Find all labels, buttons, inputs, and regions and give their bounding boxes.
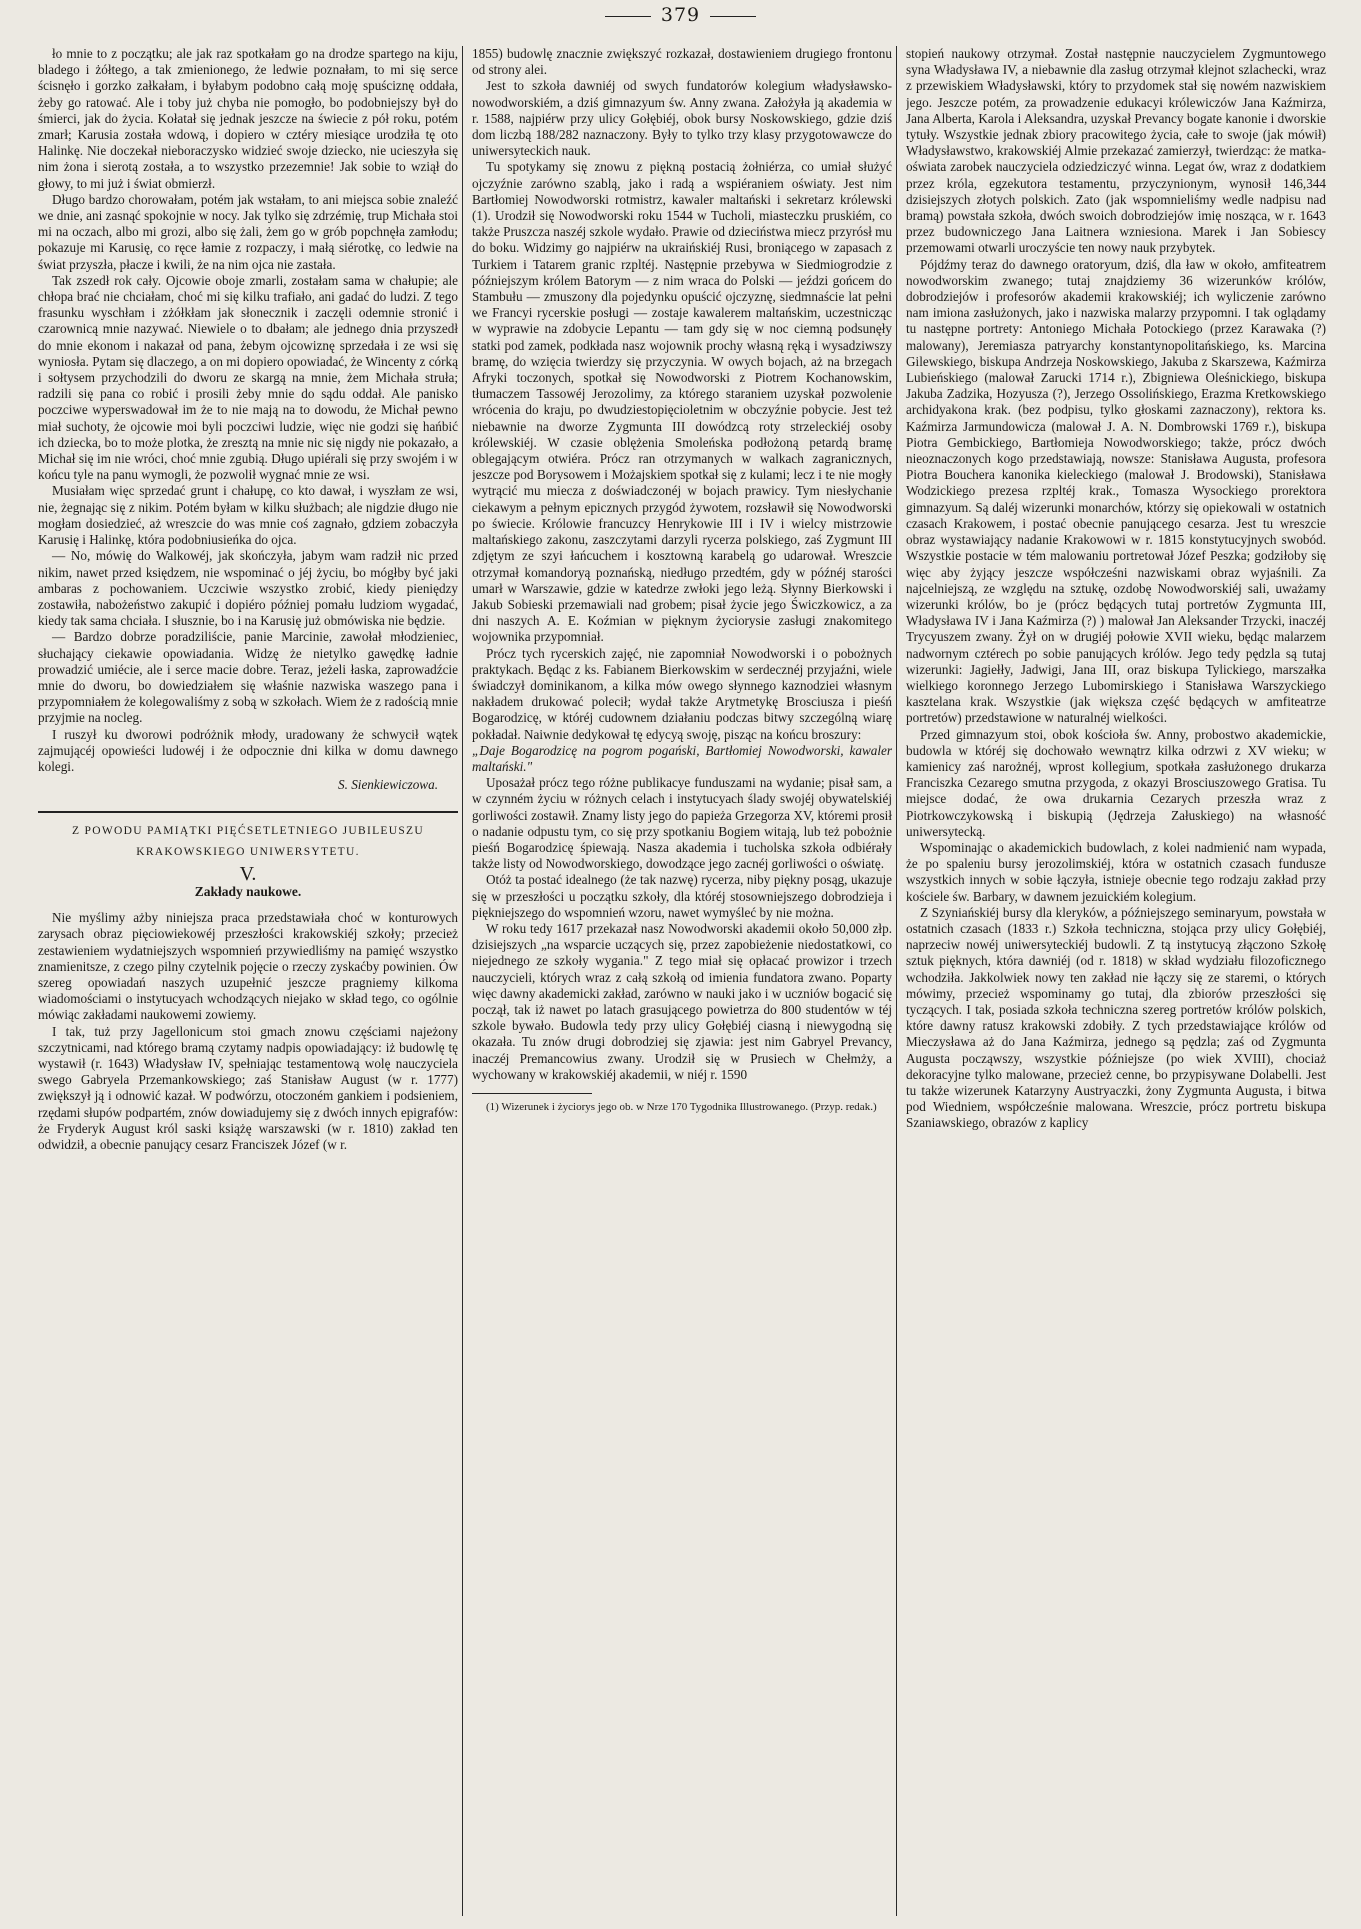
dedication-quote: „Daje Bogarodzicę na pogrom pogański, Bartłomiej Nowodworski, kawaler maltański.": [472, 742, 892, 774]
page-number: 379: [660, 4, 701, 26]
article-paragraph: Przed gimnazyum stoi, obok kościoła św. Anny, probostwo akademickie, budowla w któréj się dochowało wewnątrz kilka odrzwi z XV wieku; w kamienicy zaś narożnéj, wprost kollegium, spotkała zasłużonego drukarza Franciszka Cezarego smutna przygoda, z okazyi Brosciuszowego Gratisa. Tu miejsce dodać, że owa drukarnia Cezarych przeszła wraz z Piotrkowczykowską i biskupią (Jędrzeja Załuskiego) na własność uniwersytecką.: [906, 726, 1326, 839]
story-paragraph: Tak zszedł rok cały. Ojcowie oboje zmarli, zostałam sama w chałupie; ale chłopa brać nie chciałam, choć mi się kilku trafiało, ani gadać do ludzi. Z tego frasunku wyschłam i zżółkłam jak słonecznik i zaczęli odemnie stronić i czarownicą mnie nazywać. Niewiele o to dbałam; ale jednego dnia przyszedł do mnie ekonom i nakazał od pana, żebym ojcowiznę sprzedała i ze wsi się wyniosła. Pytam się dlaczego, a on mi dopiero opowiadać, że Wincenty z córką i sołtysem przychodzili do dworu ze skargą na mnie, żem Michała struła; radzili się pana co robić i prosili żeby mnie do sądu oddał. Ale panisko poczciwe wyperswadował im że to nie mają na to dowodu, że Michał pewno miał suchoty, że ojcowie moi byli poczciwi ludzie, więc nie godzi się hańbić ich dziecka, bo to może plotka, że zresztą na mnie nic się nigdy nie pokazało, a Michał się im nie wróci, choć mnie zgubią. Długo upiérali się przy swojém i w końcu tyle na panu wymogli, że pozwolił wygnać mnie ze wsi.: [38, 272, 458, 483]
column-3: [906, 46, 1326, 1914]
story-paragraph: Musiałam więc sprzedać grunt i chałupę, co kto dawał, i wyszłam ze wsi, nie, żegnając się z nikim. Potém byłam w kilku służbach; ale nigdzie długo nie mogłam dosiedzieć, aż wreszcie do was mnie coś zagnało, gdziem zobaczyła Karusię i Halinkę, która podobniusieńka do ojca.: [38, 483, 458, 548]
article-paragraph: W roku tedy 1617 przekazał nasz Nowodworski akademii około 50,000 złp. dzisiejszych „na wsparcie uczących się, przez zapobieżenie niedostatkowi, co niejednego ze szkoły wygania." Z tego miał się opłacać prowizor i trzech nauczycieli, których wraz z całą szkołą od imienia fundatora zwano. Poparty więc dawny akademicki zakład, zarówno w nauki jako i w uczniów bogacić się począł, tak iż nawet po latach grasującego powietrza do 800 studentów w téj szkole bywało. Budowla tedy przy ulicy Gołębiéj ciasną i niewygodną się okazała. Tu znów drugi dobrodziej się zjawia: jest nim Gabryel Prevancy, inaczéj Premancowius zwany. Urodził się w Prusiech w Chełmży, a wychowany w krakowskiéj akademii, w niéj r. 1590: [472, 920, 892, 1082]
article-separator: [38, 811, 458, 813]
folio-rule-left: [605, 16, 651, 17]
column-2: [472, 46, 892, 1914]
story-signature: S. Sienkiewiczowa.: [338, 777, 438, 793]
article-paragraph: Nie myślimy ażby niniejsza praca przedstawiała choć w konturowych zarysach obraz pięciowiekowéj przeszłości krakowskiéj szkoły; przecież zestawieniem wydatniejszych wspomnień przywiedliśmy na pamięć wszystko znamienitsze, z czego pilny czytelnik pojęcie o rzeczy zyskaćby powinien. Ów szereg opowiadań naszych uzupełnić jeszcze pragniemy kilkoma wiadomościami o instytucyach wchodzących niejako w skład tego, co ogólnie mówiąc zakładami naukowemi zowiemy.: [38, 910, 458, 1023]
footnote: (1) Wizerunek i życiorys jego ob. w Nrze 170 Tygodnika Illustrowanego. (Przyp. redak.): [486, 1101, 877, 1113]
article-paragraph: Tu spotykamy się znowu z piękną postacią żołniérza, co umiał służyć ojczyźnie zarówno szablą, jako i radą a wspiéraniem oświaty. Jest nim Bartłomiej Nowodworski rotmistrz, kawaler maltański i sekretarz królewski (1). Urodził się Nowodworski roku 1544 w Tucholi, miasteczku pruskiém, co także Pruszcza naszéj szkole wydało. Prawie od dzieciństwa miecz przyrósł mu do boku. Widzimy go najpiérw na ukraińskiéj Rusi, broniącego w zapasach z Turkiem i Tatarem granic rzpltéj. Następnie przebywa w Siedmiogrodzie z późniejszym królem Batorym — z nim wraca do Polski — jeździ gońcem do Stambułu — zmuszony dla pojedynku opuścić ojczyznę, siedmnaście lat pełni we Francyi rycerskie posługi — zostaje kawalerem maltańskim, uczestnicząc w wyprawie na zdobycie Lepantu — tam gdy się w noc ciemną podsunęły statki pod zamek, podkłada nasz wojownik prochy własną ręką i wysadziwszy bramę, do wzięcia twierdzy się przyczynia. W owych bojach, aż na brzegach Afryki toczonych, spotkał się Nowodworski z Piotrem Kochanowskim, tłumaczem Tassowéj Jerozolimy, za którego staraniem uzyskał pozwolenie wrócenia do kraju, po dwudziestopięcioletnim w obczyźnie pobycie. Jest też niebawnie na dworze Zygmunta III dowódzcą roty strzeleckiéj osoby królewskiéj. W czasie oblężenia Smoleńska podłożoną petardą bramę oblegającym otwiéra. Prócz ran otrzymanych w walkach zagranicznych, jeszcze pod Borysowem i Możajskiem spotkał się z kulami; lecz i te nie mogły wytrącić mu miecza z doświadczonéj w bojach prawicy. Tym niesłychanie ciekawym a pełnym epicznych przygód żywotem, rozsławił się Nowodworski po świecie. Królowie francuzcy Henrykowie III i IV i wielcy mistrzowie maltańskiego zakonu, zaszczytami darzyli rycerza polskiego, zaś Zygmunt III zdjętym ze szyi łańcuchem i kosztowną karabelą go udarował. Wreszcie otrzymał komandoryą poznańską, niedługo przedtém, gdy w późnéj starości umarł w Warszawie, gdzie w katedrze zwłoki jego leżą. Słynny Bierkowski i Jakub Sobieski przemawiali nad grobem; pisał życie jego Świczkowicz, a za dni naszych A. E. Koźmian w pięknym życiorysie zasługi znakomitego wojownika przypomniał.: [472, 159, 892, 645]
article-paragraph: Prócz tych rycerskich zajęć, nie zapomniał Nowodworski i o pobożnych praktykach. Będąc z ks. Fabianem Bierkowskim w serdecznéj przyjaźni, wiele świadczył dominikanom, a kilka mów owego słynnego kaznodziei własnym nakładem drukować polecił; wydał także Arytmetykę Brosciusza i pieśń Bogarodzicę, w któréj cudownem działaniu podczas bitwy szczególną wiarę pokładał. Naiwnie dedykował tę edycyą swoję, pisząc na końcu broszury:: [472, 645, 892, 742]
story-paragraph: ło mnie to z początku; ale jak raz spotkałam go na drodze spartego na kiju, bladego i żółtego, a tak zmienionego, że ledwie poznałam, to mi się serce ścisnęło i gorzko załkałam, i byłabym podobno całą moję spuściznę oddała, żeby go ratować. Ale i toby już chyba nie pomogło, bo podobniejszy był do śmierci, jak do życia. Kołatał się jednak jeszcze na świecie z pół roku, potém zmarł; Karusia została wdową, i dopiero w cztéry miesiące urodziła tę oto Halinkę. Nie doczekał nieboraczysko widzieć swoje dziecko, nie ucieszyła się nim żona i sierotą została, a to wszystko przezemnie! Jak sobie to wziął do głowy, to mi już i świat obmierzł.: [38, 46, 458, 191]
article-heading-line-1: Z POWODU PAMIĄTKI PIĘĆSETLETNIEGO JUBILEUSZU: [72, 825, 424, 838]
article-paragraph: Pójdźmy teraz do dawnego oratoryum, dziś, dla ław w około, amfiteatrem nowodworskim zwanego; tutaj znajdziemy 36 wizerunków królów, dobrodziejów i profesorów akademii krakowskiéj; ich wyliczenie zarówno nam imiona zasłużonych, jako i nazwiska malarzy przypomni. I tak oglądamy tu następne portrety: Antoniego Michała Potockiego (przez Karawaka (?) malowany), Jeremiasza patryarchy konstantynopolitańskiego, ks. Marcina Gilewskiego, biskupa Andrzeja Noskowskiego, Jakuba z Skarszewa, Kaźmirza Lubieńskiego (malował Zarucki 1714 r.), Zbigniewa Oleśnickiego, biskupa Jakuba Zadzika, Hozyusza (?), Jerzego Ossolińskiego, Erazma Kretkowskiego archidyakona krak. (bez podpisu, tylko głoskami zaznaczony), rektora ks. Kaźmirza Jarmundowicza (malował J. A. N. Dombrowski 1769 r.), biskupa Piotra Gembickiego, Bartłomieja Nowodworskiego; także, prócz dwóch nieoznaczonych kogo przedstawiają, nowsze: Stanisława Augusta, profesora Piotra Bouchera kanonika kieleckiego (malował J. Brodowski), Stanisława Wodzickiego prezesa rzpltéj krak., Tomasza Wysockiego prorektora gimnazyum. Są daléj wizerunki monarchów, którzy się opiekowali w ostatnich czasach Krakowem, i postać obecnie panującego cesarza. Jest tu wreszcie obraz wystawiający nadanie Krakowowi w r. 1815 konstytucyjnych swobód. Wszystkie postacie w tém malowaniu portretował Józef Peszka; godziłoby się więc aby żyjący jeszcze współcześni nazwiskami obraz wyjaśnili. Za najcelniejszą, ze względu na sztukę, ozdobę Nowodworskiéj sali, uważamy wizerunki królów, bo je (prócz będących tutaj portretów Zygmunta III, Władysława IV i Jana Kaźmirza (?) ) malował Jan Aleksander Trzycki, inaczéj Trycyuszem zwany. Żył on w drugiéj połowie XVII wieku, będąc malarzem nadwornym cztérech po sobie panujących królów. Jego tedy pędzla są tutaj wizerunki: Jagiełły, Jadwigi, Jana III, oraz biskupa Tylickiego, marszałka wielkiego koronnego Jerzego Lubomirskiego i Stanisława Warszyckiego kasztelana krak. Wszystkie (jak większa część będących w amfiteatrze portretów) przedstawione w naturalnéj wielkości.: [906, 256, 1326, 726]
story-paragraph: — No, mówię do Walkowéj, jak skończyła, jabym wam radził nic przed nikim, nawet przed księdzem, nie wspominać o jéj życiu, bo mógłby być jaki ambaras z pochowaniem. Uczciwie wszystko zrobić, kiedy pieniędzy zostawiła, nabożeństwo zakupić i dopiéro później pomału ludziom wygadać, kiedy tak sama chciała. I słusznie, bo i na Karusię już obmówiska nie będzie.: [38, 548, 458, 629]
article-paragraph: Otóż ta postać idealnego (że tak nazwę) rycerza, niby piękny posąg, ukazuje się w przeszłości u początku szkoły, dla któréj stosowniejszego dobrodzieja i piękniejszego do wspomnień wzoru, nawet wymyśleć by nie można.: [472, 872, 892, 920]
story-paragraph: I ruszył ku dworowi podróżnik młody, uradowany że schwycił wątek zajmującéj opowieści ludowéj i że odpocznie dni kilka w domu dawnego kolegi.: [38, 726, 458, 774]
article-paragraph: Uposażał prócz tego różne publikacye funduszami na wydanie; pisał sam, a w czynném życiu w różnych celach i instytucyach ślady swojéj obywatelskiéj gorliwości zostawił. Znamy listy jego do papieża Grzegorza XV, któremi prosił o nadanie odpustu tym, co się przy spotkaniu Bogiem witają, lub też pobożnie pieśń Bogarodzicę śpiewają. Nasza akademia i tucholska szkoła odbiérały także listy od Nowodworskiego, dowodzące jego zacnéj gorliwości o oświatę.: [472, 775, 892, 872]
article-part-number: V.: [239, 862, 257, 885]
article-paragraph: stopień naukowy otrzymał. Został następnie nauczycielem Zygmuntowego syna Władysława IV, a niebawnie dla zasług otrzymał klejnot szlachecki, wraz z przewiskiem Władysławski, który to przydomek stał się nowém nazwiskiem jego. Jeszcze potém, za prowadzenie edukacyi królewiczów Jana Kaźmirza, Jana Alberta, Karola i Aleksandra, uzyskał Prevancy bogate kanonie i dworskie tytuły. Wszystkie jednak zbiory pracowitego życia, całe to swoje (jak mówił) Władysławstwo, krakowskiéj Almie przekazać zamierzył, twierdząc: że matka-oświata zarobek nauczyciela odziedziczyć winna. Legat ów, wraz z dodatkiem przez króla, egzekutora testamentu, przyczynionym, wynosił 146,344 dzisiejszych złotych polskich. Zato (jak wspomnieliśmy wedle nadpisu nad bramą) powstała szkoła, dwóch swoich dobrodziejów imię nosząca, w r. 1643 przez budowniczego Jana Laitnera wzniesiona. Marek i Jan Sobiescy przemowami otwarli uroczyście ten nowy nauk przybytek.: [906, 46, 1326, 256]
story-paragraph: — Bardzo dobrze poradziliście, panie Marcinie, zawołał młodzieniec, słuchający ciekawie opowiadania. Widzę że nietylko gawędkę ładnie prowadzić umiécie, ale i serce macie dobre. Teraz, jeżeli łaska, zaprowadźcie mnie do dworu, bo dowiedziałem się właśnie nazwiska waszego pana i przypomniałem że kolegowaliśmy z sobą w szkołach. Wiem że z radością mnie przyjmie na nocleg.: [38, 629, 458, 726]
footnote-rule: [472, 1093, 592, 1094]
article-paragraph: Wspominając o akademickich budowlach, z kolei nadmienić nam wypada, że po spaleniu bursy jerozolimskiéj, która w ostatnich czasach fundusze wszystkich innych w sobie łączyła, istnieje obecnie tego rodzaju zakład przy kościele św. Barbary, w dawnem jezuickiém kolegium.: [906, 839, 1326, 904]
column-rule-left: [462, 46, 463, 1916]
story-paragraph: Długo bardzo chorowałam, potém jak wstałam, to ani miejsca sobie znaleźć we dnie, ani zasnąć spokojnie w nocy. Jak tylko się zdrzémię, trup Michała stoi mi na oczach, albo mi grozi, albo się żali, żem go w grób popchnęła zamłodu; pokazuje mi Karusię, co ręce łamie z rozpaczy, i małą siérotkę, co ledwie na świat przyszła, płacze i kwili, że na nim ojca nie zastała.: [38, 191, 458, 272]
article-paragraph: 1855) budowlę znacznie zwiększyć rozkazał, dostawieniem drugiego frontonu od strony alei.: [472, 46, 892, 78]
column-1: [38, 46, 458, 1914]
article-paragraph: I tak, tuż przy Jagellonicum stoi gmach znowu częściami najeżony szczytnicami, nad którego bramą czytamy nadpis opowiadający: iż budowlę tę wystawił (r. 1643) Władysław IV, spełniając testamentową wolę nauczyciela swego Gabryela Przemankowskiego; zaś Stanisław August (w r. 1777) zwiększył ją i odnowić kazał. W podwórzu, otoczoném gankiem i podsieniem, rzędami słupów podpartém, znów dowiadujemy się z dwóch innych epigrafów: że Fryderyk August król saski książę warszawski (w r. 1810) zakład ten odwidził, a obecnie panujący cesarz Franciszek Józef (w r.: [38, 1023, 458, 1152]
article-paragraph: Jest to szkoła dawniéj od swych fundatorów kolegium władysławsko-nowodworskiém, a dziś gimnazyum św. Anny zwana. Założyła ją akademia w r. 1588, najpiérw przy ulicy Gołębiéj, obok bursy Noskowskiego, gdzie dziś dom liczbą 188/282 naznaczony. Były to tylko trzy klasy przygotowawcze do uniwersyteckich nauk.: [472, 78, 892, 159]
article-subtitle: Zakłady naukowe.: [194, 883, 302, 899]
article-paragraph: Z Szyniańskiéj bursy dla kleryków, a późniejszego seminaryum, powstała w ostatnich czasach (1833 r.) Szkoła techniczna, stojąca przy ulicy Gołębiéj, naprzeciw nowéj uniwersyteckiéj budowli. Z tą instytucyą złączono Szkołę sztuk pięknych, która dawniéj (od r. 1818) w skład wydziału filozoficznego wchodziła. Jakkolwiek nowy ten zakład nie łączy się ze staremi, o których mówimy, przecież wspominamy go tutaj, dla zbiorów przeszłości się tyczących. I tak, posiada szkoła techniczna szereg portretów królów polskich, które dawny ratusz krakowski zdobiły. Z tych przedstawiające królów od Mieczysława aż do Jana Kaźmirza, jednego są pędzla; zaś od Zygmunta Augusta począwszy, wszystkie późniejsze (po wiek XVIII), chociaż dekoracyjne tylko malowane, przecież cenne, bo przypisywane Dolabelli. Jest tu także wizerunek Katarzyny Austryaczki, żony Zygmunta Augusta, i bitwa pod Wiedniem, współcześnie malowana. Wreszcie, prócz portretu biskupa Szaniawskiego, obrazów z kaplicy: [906, 904, 1326, 1131]
column-rule-right: [896, 46, 897, 1916]
article-heading-line-2: KRAKOWSKIEGO UNIWERSYTETU.: [136, 845, 360, 858]
page-folio: [0, 4, 1361, 26]
folio-rule-right: [710, 16, 756, 17]
